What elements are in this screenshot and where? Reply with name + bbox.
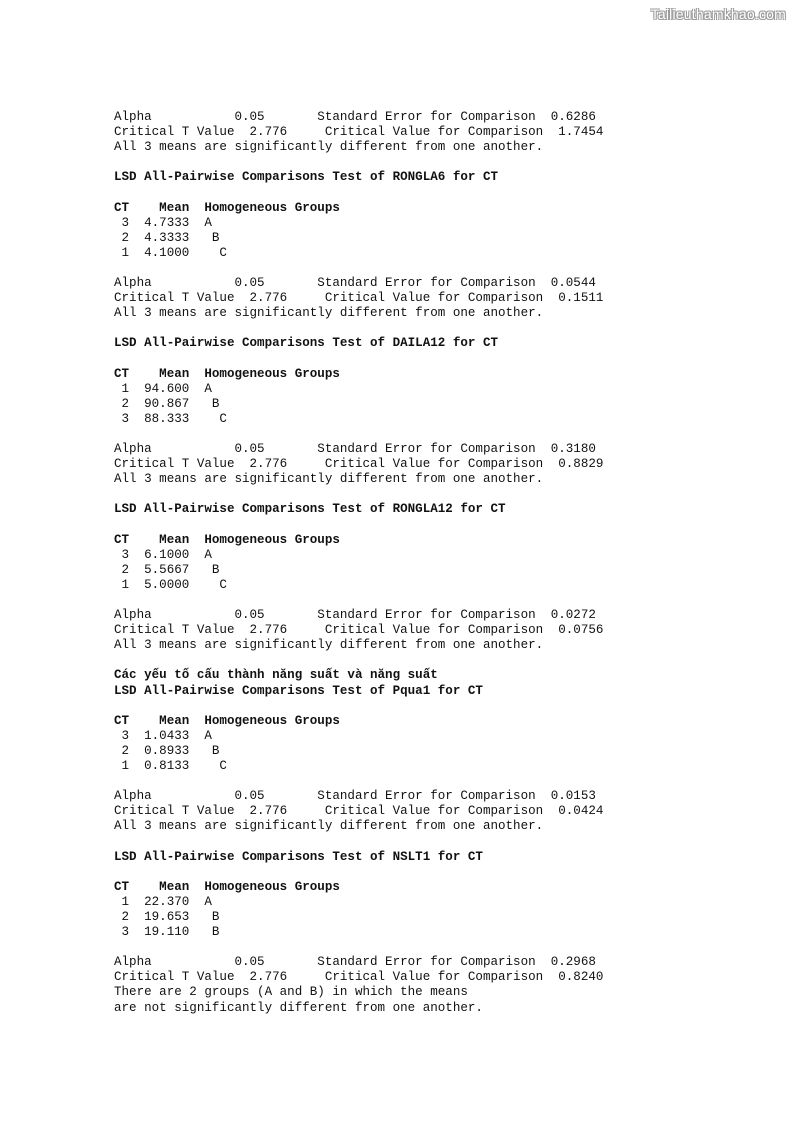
document-body <box>114 110 714 1016</box>
table-row: 3 1.0433 A <box>114 728 212 743</box>
stats-critical-line: Critical T Value 2.776 Critical Value for Comparison 0.0424 <box>114 804 604 819</box>
test-title: LSD All-Pairwise Comparisons Test of NSLT1 for CT <box>114 849 483 864</box>
table-row: 3 88.333 C <box>114 411 227 426</box>
stats-conclusion-line: All 3 means are significantly different from one another. <box>114 472 544 487</box>
table-row: 1 94.600 A <box>114 381 212 396</box>
stats-critical-line: Critical T Value 2.776 Critical Value for Comparison 1.7454 <box>114 125 604 140</box>
table-header: CT Mean Homogeneous Groups <box>114 532 340 547</box>
table-row: 1 4.1000 C <box>114 245 227 260</box>
stats-critical-line: Critical T Value 2.776 Critical Value for Comparison 0.1511 <box>114 291 604 306</box>
table-row: 2 4.3333 B <box>114 230 220 245</box>
stats-critical-line: Critical T Value 2.776 Critical Value for Comparison 0.8240 <box>114 970 604 985</box>
table-row: 1 22.370 A <box>114 894 212 909</box>
table-header: CT Mean Homogeneous Groups <box>114 200 340 215</box>
table-header: CT Mean Homogeneous Groups <box>114 713 340 728</box>
stats-conclusion-line: All 3 means are significantly different from one another. <box>114 306 544 321</box>
test-title: LSD All-Pairwise Comparisons Test of Pqua1 for CT <box>114 683 483 698</box>
table-row: 2 0.8933 B <box>114 743 220 758</box>
stats-critical-line: Critical T Value 2.776 Critical Value for Comparison 0.0756 <box>114 623 604 638</box>
test-title: LSD All-Pairwise Comparisons Test of RONGLA12 for CT <box>114 502 506 517</box>
table-row: 3 4.7333 A <box>114 215 212 230</box>
stats-alpha-line: Alpha 0.05 Standard Error for Comparison 0.0544 <box>114 276 596 291</box>
stats-alpha-line: Alpha 0.05 Standard Error for Comparison 0.0272 <box>114 608 596 623</box>
stats-alpha-line: Alpha 0.05 Standard Error for Comparison 0.2968 <box>114 955 596 970</box>
table-row: 1 0.8133 C <box>114 759 227 774</box>
test-title: LSD All-Pairwise Comparisons Test of DAILA12 for CT <box>114 336 498 351</box>
table-row: 2 90.867 B <box>114 396 220 411</box>
stats-conclusion-line: All 3 means are significantly different from one another. <box>114 140 544 155</box>
stats-alpha-line: Alpha 0.05 Standard Error for Comparison 0.3180 <box>114 442 596 457</box>
section-heading: Các yếu tố cấu thành năng suất và năng suất <box>114 668 438 683</box>
table-row: 3 19.110 B <box>114 925 220 940</box>
table-row: 2 19.653 B <box>114 909 220 924</box>
test-title: LSD All-Pairwise Comparisons Test of RONGLA6 for CT <box>114 170 498 185</box>
stats-alpha-line: Alpha 0.05 Standard Error for Comparison 0.0153 <box>114 789 596 804</box>
table-row: 2 5.5667 B <box>114 562 220 577</box>
stats-alpha-line: Alpha 0.05 Standard Error for Comparison 0.6286 <box>114 110 596 124</box>
table-row: 3 6.1000 A <box>114 547 212 562</box>
stats-conclusion-line: All 3 means are significantly different from one another. <box>114 819 544 834</box>
watermark-text: Tailieuthamkhao.com <box>650 6 786 22</box>
table-row: 1 5.0000 C <box>114 577 227 592</box>
table-header: CT Mean Homogeneous Groups <box>114 366 340 381</box>
stats-critical-line: Critical T Value 2.776 Critical Value for Comparison 0.8829 <box>114 457 604 472</box>
table-header: CT Mean Homogeneous Groups <box>114 879 340 894</box>
stats-conclusion-line: are not significantly different from one another. <box>114 1000 483 1015</box>
stats-conclusion-line: All 3 means are significantly different from one another. <box>114 638 544 653</box>
stats-conclusion-line: There are 2 groups (A and B) in which the means <box>114 985 468 1000</box>
